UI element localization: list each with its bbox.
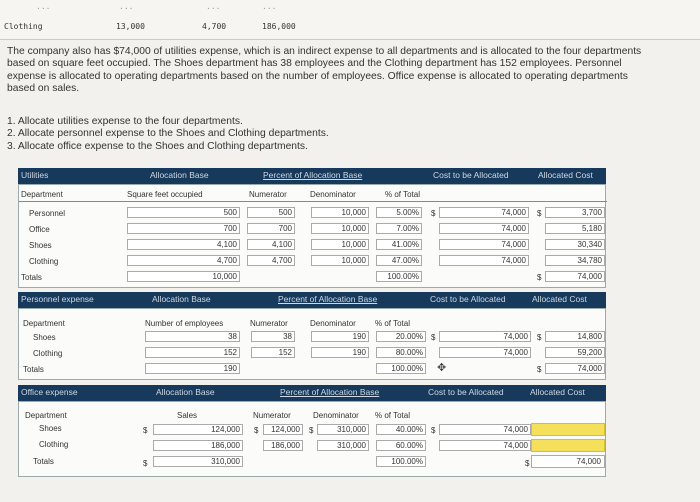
currency-symbol: $ (537, 273, 542, 282)
currency-symbol: $ (525, 459, 530, 468)
cost-input[interactable]: 74,000 (439, 440, 531, 451)
currency-symbol: $ (537, 333, 542, 342)
col-numerator: Numerator (250, 319, 288, 328)
col-base: Sales (177, 411, 198, 420)
pct-base-heading: Percent of Allocation Base (280, 387, 380, 397)
cost-input[interactable]: 74,000 (439, 223, 529, 234)
task-list (7, 116, 647, 153)
currency-symbol: $ (537, 365, 542, 374)
col-numerator: Numerator (253, 411, 291, 420)
faint-value: ... (262, 2, 277, 11)
base-input[interactable]: 500 (127, 207, 240, 218)
denominator-input[interactable]: 10,000 (311, 255, 369, 266)
alloc-base-heading: Allocation Base (152, 294, 211, 304)
dept-label: Shoes (29, 241, 52, 250)
cost-alloc-heading: Cost to be Allocated (433, 170, 509, 180)
currency-symbol: $ (143, 426, 148, 435)
numerator-input[interactable]: 38 (251, 331, 295, 342)
denominator-input[interactable]: 190 (311, 347, 369, 358)
office-body (18, 401, 606, 477)
pct-input[interactable]: 5.00% (376, 207, 422, 218)
numerator-input[interactable]: 4,700 (247, 255, 295, 266)
total-base[interactable]: 190 (145, 363, 240, 374)
denominator-input[interactable]: 10,000 (311, 207, 369, 218)
pct-input[interactable]: 20.00% (376, 331, 426, 342)
pct-base-heading: Percent of Allocation Base (263, 170, 363, 180)
dept-label: Clothing (29, 257, 59, 266)
dept-label: Shoes (39, 424, 62, 433)
col-base: Square feet occupied (127, 190, 203, 199)
pct-input[interactable]: 7.00% (376, 223, 422, 234)
office-header (18, 385, 606, 401)
personnel-title: Personnel expense (21, 294, 94, 304)
col-denominator: Denominator (310, 190, 356, 199)
divider (19, 201, 607, 202)
currency-symbol: $ (431, 426, 436, 435)
currency-symbol: $ (431, 333, 436, 342)
currency-symbol: $ (143, 459, 148, 468)
utilities-title: Utilities (21, 170, 49, 180)
cost-input[interactable]: 74,000 (439, 255, 529, 266)
cost-input[interactable]: 74,000 (439, 207, 529, 218)
task-item: 2. Allocate personnel expense to the Shoes and Clothing departments. (7, 128, 329, 140)
allocated-input[interactable]: 59,200 (545, 347, 605, 358)
office-title: Office expense (21, 387, 78, 397)
dept-label: Clothing (33, 349, 63, 358)
allocated-input[interactable]: 3,700 (545, 207, 605, 218)
col-department: Department (25, 411, 67, 420)
total-pct[interactable]: 100.00% (376, 456, 426, 467)
numerator-input[interactable]: 152 (251, 347, 295, 358)
col-pct: % of Total (385, 190, 420, 199)
col-pct: % of Total (375, 411, 410, 420)
col-base: Number of employees (145, 319, 224, 328)
base-input[interactable]: 700 (127, 223, 240, 234)
col-department: Department (21, 190, 63, 199)
top-row-value: 186,000 (262, 22, 296, 31)
cost-alloc-heading: Cost to be Allocated (430, 294, 506, 304)
cost-input[interactable]: 74,000 (439, 331, 531, 342)
total-allocated[interactable]: 74,000 (545, 363, 605, 374)
base-input[interactable]: 38 (145, 331, 240, 342)
numerator-input[interactable]: 500 (247, 207, 295, 218)
total-base[interactable]: 10,000 (127, 271, 240, 282)
personnel-body (18, 308, 606, 380)
denominator-input[interactable]: 190 (311, 331, 369, 342)
base-input[interactable]: 152 (145, 347, 240, 358)
col-pct: % of Total (375, 319, 410, 328)
totals-label: Totals (33, 457, 54, 466)
currency-symbol: $ (254, 426, 259, 435)
task-item: 3. Allocate office expense to the Shoes and Clothing departments. (7, 140, 308, 152)
totals-label: Totals (21, 273, 42, 282)
allocated-input[interactable]: 5,180 (545, 223, 605, 234)
alloc-cost-heading: Allocated Cost (538, 170, 593, 180)
base-input[interactable]: 4,100 (127, 239, 240, 250)
col-denominator: Denominator (310, 319, 356, 328)
utilities-body (18, 184, 606, 288)
top-row-value: 4,700 (202, 22, 227, 31)
total-pct[interactable]: 100.00% (376, 271, 422, 282)
faint-value: ... (206, 2, 221, 11)
denominator-input[interactable]: 310,000 (317, 424, 369, 435)
faint-value: ... (119, 2, 134, 11)
base-input[interactable]: 186,000 (153, 440, 243, 451)
base-input[interactable]: 4,700 (127, 255, 240, 266)
denominator-input[interactable]: 310,000 (317, 440, 369, 451)
top-strip (0, 0, 700, 40)
cost-alloc-heading: Cost to be Allocated (428, 387, 504, 397)
numerator-input[interactable]: 4,100 (247, 239, 295, 250)
total-allocated[interactable]: 74,000 (545, 271, 605, 282)
cost-input[interactable]: 74,000 (439, 424, 531, 435)
pct-input[interactable]: 80.00% (376, 347, 426, 358)
currency-symbol: $ (431, 209, 436, 218)
cost-input[interactable]: 74,000 (439, 347, 531, 358)
allocated-input[interactable]: 14,800 (545, 331, 605, 342)
allocated-input-empty[interactable] (531, 439, 605, 452)
cost-input[interactable]: 74,000 (439, 239, 529, 250)
dept-label: Shoes (33, 333, 56, 342)
base-input[interactable]: 124,000 (153, 424, 243, 435)
col-numerator: Numerator (249, 190, 287, 199)
denominator-input[interactable]: 10,000 (311, 223, 369, 234)
col-department: Department (23, 319, 65, 328)
alloc-cost-heading: Allocated Cost (530, 387, 585, 397)
dept-label: Clothing (39, 440, 69, 449)
numerator-input[interactable]: 124,000 (263, 424, 303, 435)
allocated-input[interactable]: 30,340 (545, 239, 605, 250)
currency-symbol: $ (309, 426, 314, 435)
pct-input[interactable]: 47.00% (376, 255, 422, 266)
col-denominator: Denominator (313, 411, 359, 420)
numerator-input[interactable]: 700 (247, 223, 295, 234)
alloc-base-heading: Allocation Base (150, 170, 209, 180)
numerator-input[interactable]: 186,000 (263, 440, 303, 451)
move-cursor-icon: ✥ (437, 362, 447, 374)
total-base[interactable]: 310,000 (153, 456, 243, 467)
utilities-header (18, 168, 606, 184)
denominator-input[interactable]: 10,000 (311, 239, 369, 250)
faint-value: ... (36, 2, 51, 11)
personnel-header (18, 292, 606, 308)
total-pct[interactable]: 100.00% (376, 363, 426, 374)
problem-intro: The company also has $74,000 of utilities expense, which is an indirect expense to all departments and is allocated to the four departments based on square feet occupied. The Shoes department has 38 employees and the Clothing department has 152 employees. Personnel expense is allocated to operating departments based on the number of employees. Office expense is allocated to operating departments based on sales. (7, 46, 642, 94)
pct-input[interactable]: 60.00% (376, 440, 426, 451)
totals-label: Totals (23, 365, 44, 374)
dept-label: Office (29, 225, 50, 234)
alloc-base-heading: Allocation Base (156, 387, 215, 397)
allocated-input[interactable]: 34,780 (545, 255, 605, 266)
dept-label: Personnel (29, 209, 66, 218)
task-item: 1. Allocate utilities expense to the four departments. (7, 116, 243, 127)
pct-base-heading: Percent of Allocation Base (278, 294, 378, 304)
pct-input[interactable]: 41.00% (376, 239, 422, 250)
top-row-label: Clothing (4, 22, 43, 31)
currency-symbol: $ (537, 209, 542, 218)
allocated-input-empty[interactable] (531, 423, 605, 436)
total-allocated[interactable]: 74,000 (531, 455, 605, 468)
alloc-cost-heading: Allocated Cost (532, 294, 587, 304)
top-row-value: 13,000 (116, 22, 145, 31)
pct-input[interactable]: 40.00% (376, 424, 426, 435)
